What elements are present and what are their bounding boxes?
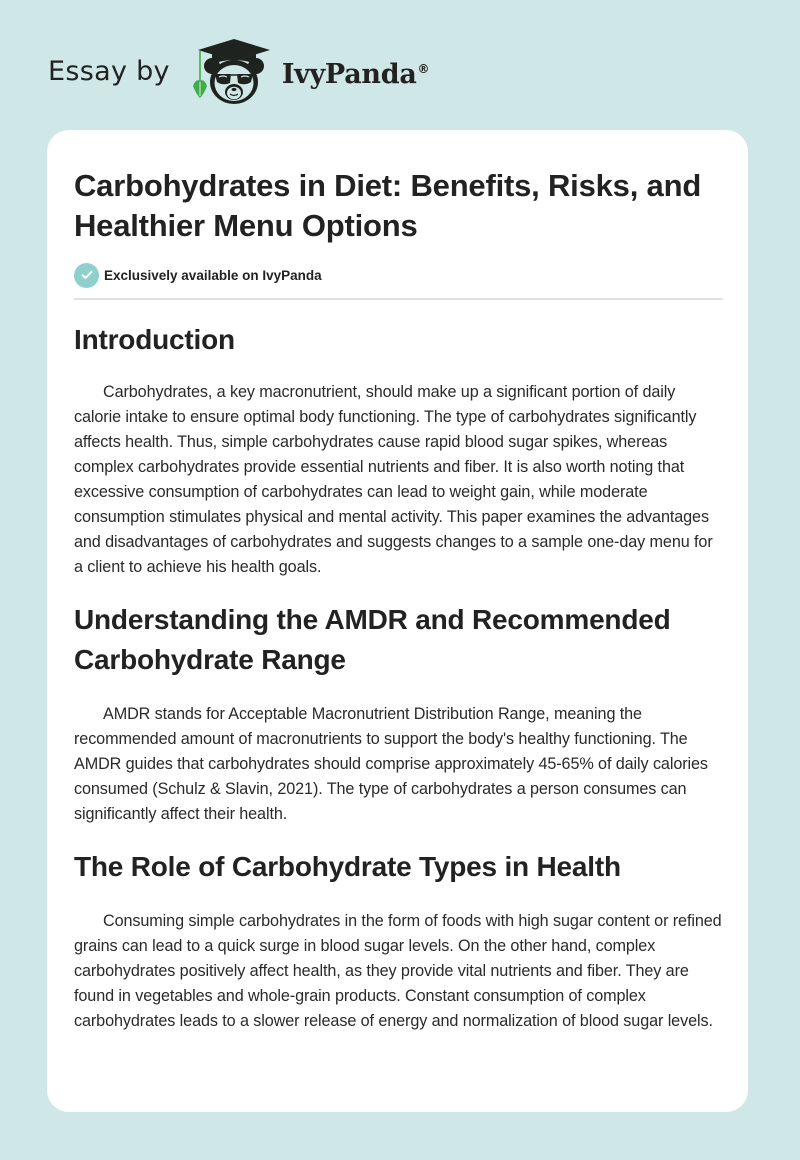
registered-mark: ® bbox=[417, 61, 430, 76]
section-heading: The Role of Carbohydrate Types in Health bbox=[74, 851, 621, 882]
section-carbohydrate-types bbox=[74, 847, 722, 1034]
check-circle-icon bbox=[74, 263, 99, 288]
section-heading: Introduction bbox=[74, 324, 235, 355]
panda-graduation-cap-icon bbox=[188, 36, 276, 108]
brand-name: IvyPanda® bbox=[281, 58, 430, 90]
section-introduction bbox=[74, 320, 722, 580]
brand-header[interactable] bbox=[48, 36, 429, 108]
exclusive-badge bbox=[74, 262, 722, 288]
exclusive-label: Exclusively available on IvyPanda bbox=[104, 267, 322, 283]
page-title: Carbohydrates in Diet: Benefits, Risks, and Healthier Menu Options bbox=[74, 168, 702, 243]
divider bbox=[74, 298, 723, 300]
section-paragraph: Carbohydrates, a key macronutrient, should make up a significant portion of daily calorie intake to ensure optimal body functioning. The type of carbohydrates significantly affects health. Thus, simple carbohydrates cause rapid blood sugar spikes, whereas complex carbohydrates provide essential nutrients and fiber. It is also worth noting that excessive consumption of carbohydrates can lead to weight gain, while moderate consumption stimulates physical and mental activity. This paper examines the advantages and disadvantages of carbohydrates and suggests changes to a sample one-day menu for a client to achieve his health goals. bbox=[74, 383, 713, 576]
section-amdr bbox=[74, 600, 722, 827]
brand-prefix: Essay by bbox=[48, 55, 170, 87]
section-paragraph: Consuming simple carbohydrates in the form of foods with high sugar content or refined grains can lead to a quick surge in blood sugar levels. On the other hand, complex carbohydrates positively affect health, as they provide vital nutrients and fiber. They are found in vegetables and whole-grain products. Constant consumption of complex carbohydrates leads to a slower release of energy and normalization of blood sugar levels. bbox=[74, 912, 722, 1030]
essay-card bbox=[47, 130, 748, 1112]
section-paragraph: AMDR stands for Acceptable Macronutrient Distribution Range, meaning the recommended amount of macronutrients to support the body's healthy functioning. The AMDR guides that carbohydrates should comprise approximately 45-65% of daily calories consumed (Schulz & Slavin, 2021). The type of carbohydrates a person consumes can significantly affect their health. bbox=[74, 705, 708, 823]
section-heading: Understanding the AMDR and Recommended Carbohydrate Range bbox=[74, 604, 671, 675]
